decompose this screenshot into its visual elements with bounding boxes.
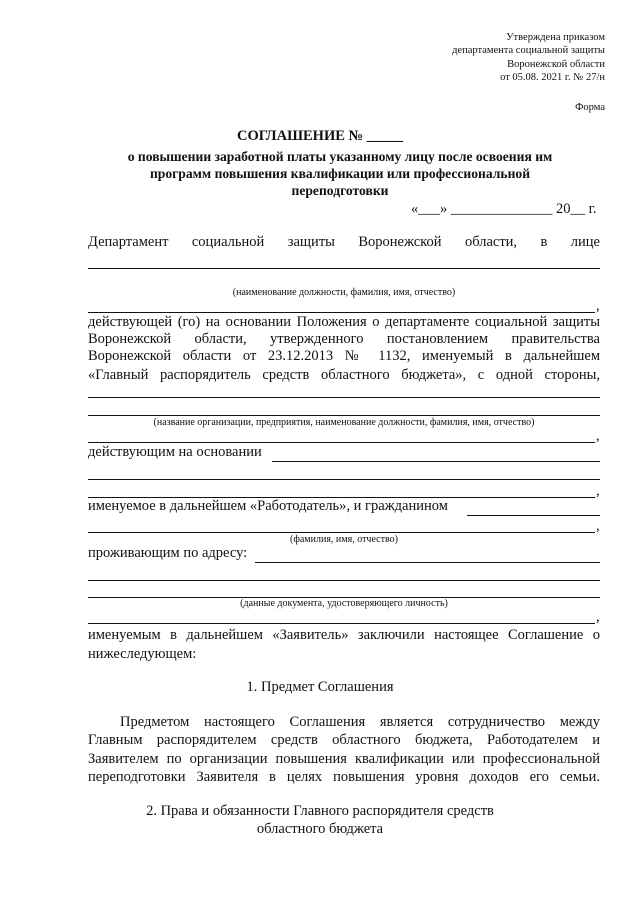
section-heading: 2. Права и обязанности Главного распорядителя средств: [146, 803, 494, 819]
fill-line[interactable]: [88, 397, 600, 398]
paragraph-line: действующей (го) на основании Положения о департаменте социальной защиты: [88, 314, 600, 330]
fill-line[interactable]: [255, 562, 600, 563]
field-caption: (наименование должности, фамилия, имя, отчество): [232, 287, 456, 298]
section-heading: 1. Предмет Соглашения: [246, 679, 394, 695]
subtitle-line: программ повышения квалификации или профессиональной: [149, 166, 531, 181]
approval-line: Утверждена приказом: [506, 32, 605, 43]
document-subtitle: [95, 148, 585, 199]
form-label: Форма: [575, 102, 605, 113]
paragraph-line: Заявителем по организации повышения квалификации или профессиональной: [88, 751, 600, 767]
paragraph-line: именуемым в дальнейшем «Заявитель» заключили настоящее Соглашение о: [88, 627, 600, 643]
approval-line: департамента социальной защиты: [452, 45, 605, 57]
comma: ,: [596, 518, 600, 534]
paragraph-line: Предметом настоящего Соглашения является сотрудничество между: [120, 714, 600, 730]
basis-label: действующим на основании: [88, 444, 262, 460]
fill-line[interactable]: [88, 580, 600, 581]
fill-line[interactable]: [272, 461, 600, 462]
field-caption: (данные документа, удостоверяющего личность): [240, 598, 448, 609]
date-field[interactable]: «___» ______________ 20__ г.: [411, 201, 597, 217]
paragraph-line: Главным распорядителем средств областного бюджета, Работодателем и: [88, 732, 600, 748]
comma: ,: [596, 428, 600, 444]
approval-stamp: [385, 31, 605, 85]
fill-line[interactable]: [88, 479, 600, 480]
comma: ,: [596, 483, 600, 499]
field-caption: (фамилия, имя, отчество): [290, 534, 398, 545]
field-caption: (название организации, предприятия, наименование должности, фамилия, имя, отчество): [153, 417, 535, 428]
document-title: СОГЛАШЕНИЕ № _____: [237, 128, 403, 144]
approval-line: от 05.08. 2021 г. № 27/н: [500, 72, 605, 84]
paragraph-line: «Главный распорядитель средств областного бюджета», с одной стороны,: [88, 367, 600, 383]
fill-line[interactable]: [88, 442, 595, 443]
paragraph-line: переподготовки Заявителя в целях повышения уровня доходов его семьи.: [88, 769, 600, 785]
employer-label: именуемое в дальнейшем «Работодатель», и гражданином: [88, 498, 448, 514]
address-label: проживающим по адресу:: [88, 545, 248, 561]
comma: ,: [596, 609, 600, 625]
fill-line[interactable]: [88, 532, 595, 533]
comma: ,: [596, 298, 600, 314]
paragraph-line: Воронежской области, утвержденного постановлением правительства: [88, 331, 600, 347]
fill-line[interactable]: [88, 415, 600, 416]
subtitle-line: переподготовки: [291, 183, 389, 198]
fill-line[interactable]: [467, 515, 600, 516]
paragraph-line: Департамент социальной защиты Воронежской области, в лице: [88, 234, 600, 250]
paragraph-line: Воронежской области от 23.12.2013 № 1132, именуемый в дальнейшем: [88, 348, 600, 364]
section-heading: областного бюджета: [256, 821, 384, 837]
subtitle-line: о повышении заработной платы указанному лицу после освоения им: [127, 149, 553, 164]
fill-line[interactable]: [88, 312, 595, 313]
fill-line[interactable]: [88, 268, 600, 269]
approval-line: Воронежской области: [507, 58, 605, 70]
fill-line[interactable]: [88, 623, 595, 624]
paragraph-line: нижеследующем:: [88, 646, 197, 662]
